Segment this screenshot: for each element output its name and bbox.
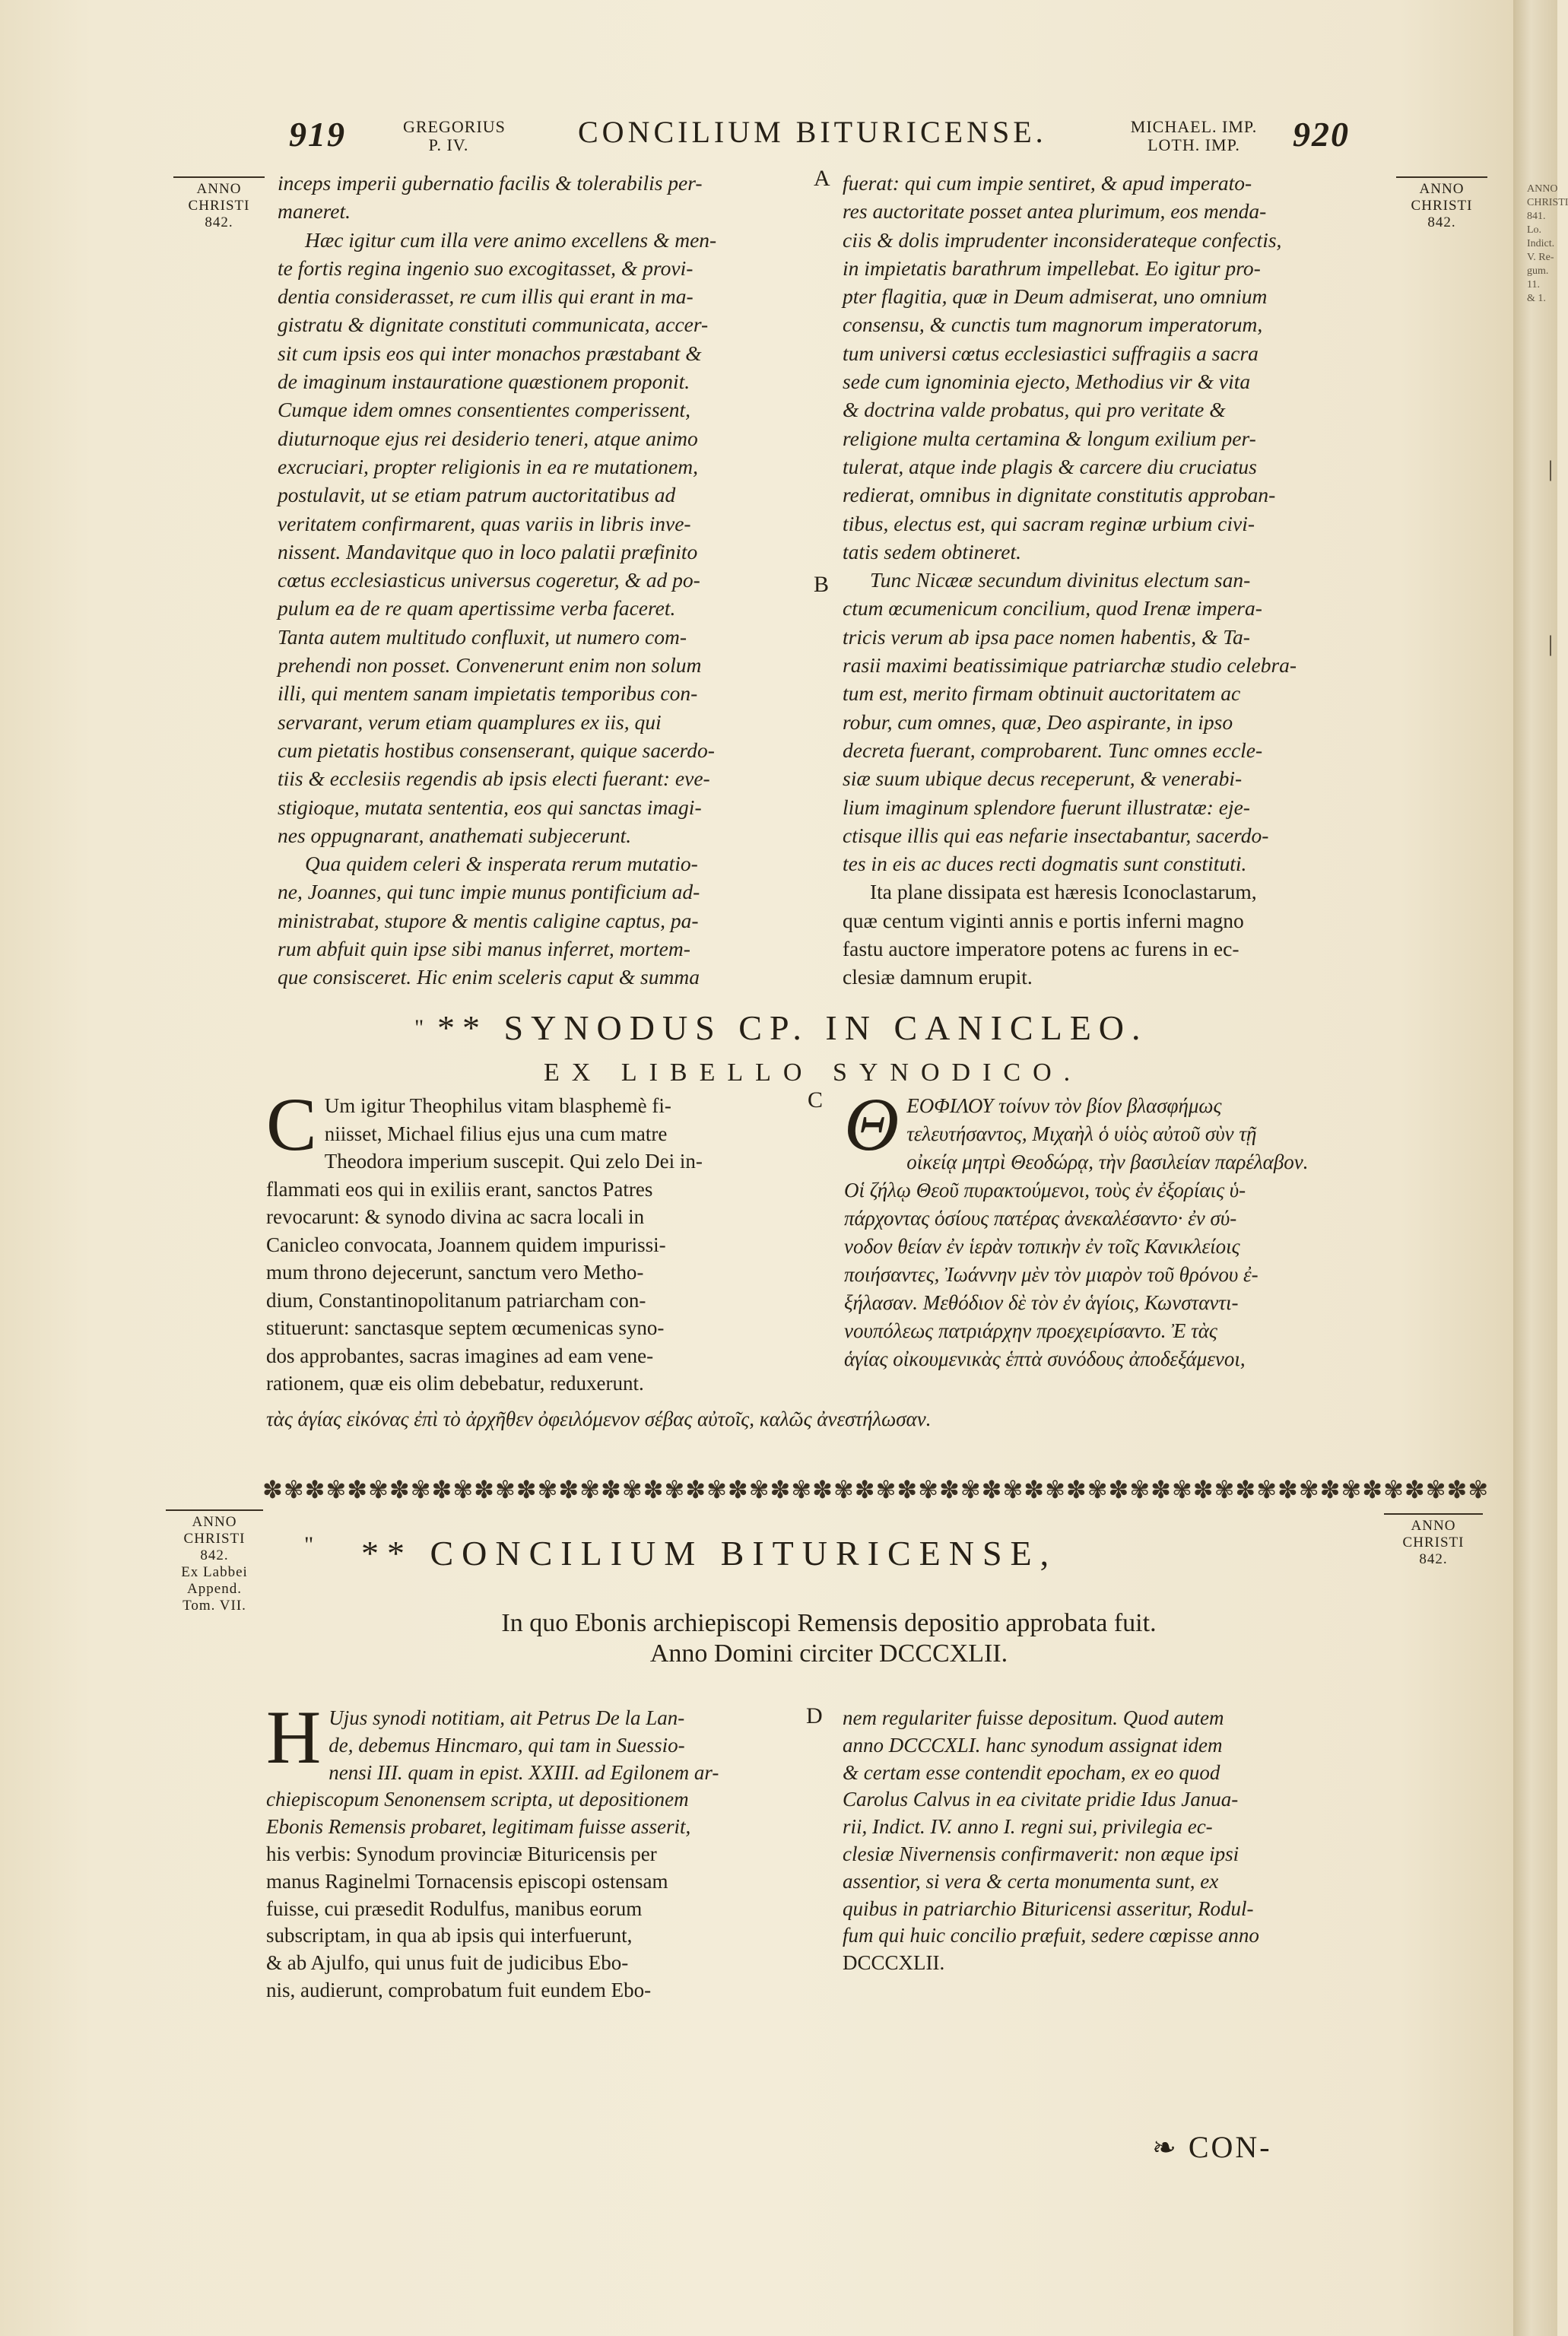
latin-column-left-top: inceps imperii gubernatio facilis & tolerabilis per- maneret. Hæc igitur cum illa vere animo excellens & men- te fortis regina ingenio suo excogitasset, & provi- dentia considerasset, re cum illis qui erant in ma- gistratu & dignitate constituti communicata, accer- sit cum ipsis eos qui inter monachos præstabant & de imaginum instauratione quæstionem proponit. Cumque idem omnes consentientes comperissent, diuturnoque ejus rei desiderio teneri, atque animo excruciari, propter religionis in ea re mutationem, postulavit, ut se etiam patrum auctoritatibus ad veritatem confirmarent, quas variis in libris inve- nissent. Mandavitque quo in loco palatii præfinito cœtus ecclesiasticus universus cogeretur, & ad po- pulum ea de re quam apertissime verba faceret. Tanta autem multitudo confluxit, ut numero com- prehendi non posset. Convenerunt enim non solum illi, qui mentem sanam impietatis temporibus con- servarant, verum etiam quamplures ex iis, qui cum pietatis hostibus consenserant, quique sacerdo- tiis & ecclesiis regendis ab ipsis electi fuerant: eve- stigioque, mutata sententia, eos qui sanctas imagi- nes oppugnarant, anathemati subjecerunt. Qua quidem celeri & insperata rerum mutatio- ne, Joannes, qui tunc impie munus pontificium ad- ministrabat, stupore & mentis caligine captus, pa- rum abfuit quin ipse sibi manus inferret, mortem- que consisceret. Hic enim sceleris caput & summa (278, 171, 717, 989)
next-page-bracket: | (1548, 631, 1554, 656)
concilium-subtitle: In quo Ebonis archiepiscopi Remensis depositio approbata fuit. Anno Domini circiter DCCCXLII. (501, 1609, 1157, 1668)
synodus-latin-column: C Um igitur Theophilus vitam blasphemè fi- niisset, Michael filius ejus una cum matre Theodora imperium suscepit. Qui zelo Dei in- flammati eos qui in exiliis erant, sanctos Patres revocarunt: & synodo divina ac sacra locali in Canicleo convocata, Joannem quidem impurissi- mum throno dejecerunt, sanctum vero Metho- dium, Constantinopolitanum patriarcham con- stituerunt: sanctasque septem œcumenicas syno- dos approbantes, sacras imagines ad eam vene- rationem, quæ eis olim debebatur, reduxerunt. (266, 1082, 703, 1395)
synodus-subtitle: EX LIBELLO SYNODICO. (544, 1058, 1083, 1087)
synodus-greek-final-line: τὰς ἁγίας εἰκόνας ἐπὶ τὸ ἀρχῆθεν ὀφειλόμενον σέβας αὐτοῖς, καλῶς ἀνεστήλωσαν. (266, 1408, 932, 1430)
pope-header: GREGORIUS P. IV. (403, 117, 506, 154)
page-number-left: 919 (289, 115, 346, 154)
concilium-column-left: H Ujus synodi notitiam, ait Petrus De la Lan- de, debemus Hincmaro, qui tam in Suessio- nensi III. quam in epist. XXIII. ad Egilonem ar- chiepiscopum Senonensem scripta, ut depositionem Ebonis Remensis probaret, legitimam fuisse asserit, his verbis: Synodum provinciæ Bituricensis per manus Raginelmi Tornacensis episcopi ostensam fuisse, cui præsedit Rodulfus, manibus eorum subscriptam, in qua ab ipsis qui interfuerunt, & ab Ajulfo, qui unus fuit de judicibus Ebo- nis, audierunt, comprobatum fuit eundem Ebo- (266, 1695, 719, 2001)
margin-year-left-bottom: ANNO CHRISTI 842. Ex Labbei Append. Tom. VII. (166, 1509, 263, 1614)
margin-rule (1384, 1513, 1483, 1515)
margin-rule (173, 176, 265, 178)
drop-cap-h: H (266, 1695, 322, 1779)
synodus-greek-column: Θ ΕΟΦΙΛΟΥ τοίνυν τὸν βίον βλασφήμως τελευτήσαντος, Μιχαὴλ ὁ υἱὸς αὐτοῦ σὺν τῇ οἰκείᾳ μητρὶ Θεοδώρᾳ, τὴν βασιλείαν παρέλαβον. Οἱ ζήλῳ Θεοῦ πυρακτούμενοι, τοὺς ἐν ἐξορίαις ὑ- πάρχοντας ὁσίους πατέρας ἀνεκαλέσαντο· ἐν σύ- νοδον θείαν ἐν ἱερὰν τοπικὴν ἐν τοῖς Κανικλείοις ποιήσαντες, Ἰωάννην μὲν τὸν μιαρὸν τοῦ θρόνου ἐ- ξήλασαν. Μεθόδιον δὲ τὸν ἐν ἁγίοις, Κωνσταντι- νουπόλεως πατριάρχην προεχειρίσαντο. Ἐ τὰς ἁγίας οἰκουμενικὰς ἑπτὰ συνόδους ἀποδεξάμενοι, (844, 1082, 1309, 1370)
concilium-column-right: nem regulariter fuisse depositum. Quod autem anno DCCCXLI. hanc synodum assignat idem & certam esse contendit epocham, ex eo quod Carolus Calvus in ea civitate pridie Idus Janua- rii, Indict. IV. anno I. regni sui, privilegia ec- clesiæ Nivernensis confirmaverit: non æque ipsi assentior, si vera & certa monumenta sunt, ex quibus in patriarchio Bituricensi asseritur, Rodul- fum qui huic concilio præfuit, sedere cœpisse anno DCCCXLII. (843, 1706, 1259, 1975)
drop-cap-theta: Θ (844, 1082, 900, 1166)
next-page-bracket: | (1548, 456, 1554, 481)
page-number-right: 920 (1293, 115, 1350, 154)
running-title: CONCILIUM BITURICENSE. (578, 115, 1047, 149)
margin-year-left-top: ANNO CHRISTI 842. (173, 176, 265, 231)
ornamental-band: ✽✾✽✾✽✾✽✾✽✾✽✾✽✾✽✾✽✾✽✾✽✾✽✾✽✾✽✾✽✾✽✾✽✾✽✾✽✾✽✾✽✾✽✾✽✾✽✾✽✾✽✾✽✾✽✾✽✾ (262, 1476, 1490, 1503)
section-marker-a: A (814, 166, 830, 191)
section-marker-d: D (806, 1703, 823, 1728)
concilium-title: ** CONCILIUM BITURICENSE, (361, 1534, 1058, 1573)
margin-year-right-bottom: ANNO CHRISTI 842. (1384, 1513, 1483, 1568)
editorial-mark: " (304, 1532, 314, 1557)
margin-rule (1396, 176, 1487, 178)
italic-block: fuerat: qui cum impie sentiret, & apud imperato- res auctoritate posset antea plurimum, eos menda- ciis & dolis imprudenter inconsiderateque confectis, in impietatis barathrum impellebat. Eo igitur pro- pter flagitia, quæ in Deum admiserat, uno omnium consensu, & cunctis tum magnorum imperatorum, tum universi cœtus ecclesiastici suffragiis a sacra sede cum ignominia ejecto, Methodius vir & vita & doctrina valde probatus, qui pro veritate & religione multa certamina & longum exilium per- tulerat, atque inde plagis & carcere diu cruciatus redierat, omnibus in dignitate constitutis approban- tibus, electus est, qui sacram reginæ urbium civi- tatis sedem obtineret. Tunc Nicææ secundum divinitus electum san- ctum œcumenicum concilium, quod Irenæ impera- tricis verum ab ipsa pace nomen habentis, & Ta- rasii maximi beatissimique patriarchæ studio celebra- tum est, merito firmam obtinuit auctoritatem ac robur, cum omnes, quæ, Deo aspirante, in ipso decreta fuerant, comprobarent. Tunc omnes eccle- siæ suum ubique decus receperunt, & venerabi- lium imaginum splendore fuerunt illustratæ: eje- ctisque illis qui eas nefarie insectabantur, sacerdo- tes in eis ac duces recti dogmatis sunt constituti. (843, 171, 1297, 876)
synodus-title: ** SYNODUS CP. IN CANICLEO. (437, 1008, 1148, 1047)
drop-cap-c: C (266, 1082, 317, 1166)
margin-year-right-top: ANNO CHRISTI 842. (1396, 176, 1487, 231)
emperor-header: MICHAEL. IMP. LOTH. IMP. (1130, 117, 1258, 154)
catchword: ❧ CON- (1152, 2130, 1272, 2164)
fleuron-icon: ❧ (1152, 2132, 1179, 2164)
section-marker-c: C (808, 1087, 824, 1112)
margin-rule (166, 1509, 263, 1511)
section-marker-b: B (814, 572, 830, 597)
next-page-margin-note: ANNO CHRISTI 841. Lo. Indict. V. Re- gum. 11. & 1. (1527, 183, 1568, 304)
latin-column-right-top: fuerat: qui cum impie sentiret, & apud imperato- res auctoritate posset antea plurimum, eos menda- ciis & dolis imprudenter inconsiderateque confectis, in impietatis barathrum impellebat. Eo igitur pro- pter flagitia, quæ in Deum admiserat, uno omnium consensu, & cunctis tum magnorum imperatorum, tum universi cœtus ecclesiastici suffragiis a sacra sede cum ignominia ejecto, Methodius vir & vita & doctrina valde probatus, qui pro veritate & religione multa certamina & longum exilium per- tulerat, atque inde plagis & carcere diu cruciatus redierat, omnibus in dignitate constitutis approban- tibus, electus est, qui sacram reginæ urbium civi- tatis sedem obtineret. Tunc Nicææ secundum divinitus electum san- ctum œcumenicum concilium, quod Irenæ impera- tricis verum ab ipsa pace nomen habentis, & Ta- rasii maximi beatissimique patriarchæ studio celebra- tum est, merito firmam obtinuit auctoritatem ac robur, cum omnes, quæ, Deo aspirante, in ipso decreta fuerant, comprobarent. Tunc omnes eccle- siæ suum ubique decus receperunt, & venerabi- lium imaginum splendore fuerunt illustratæ: eje- ctisque illis qui eas nefarie insectabantur, sacerdo- tes in eis ac duces recti dogmatis sunt constituti. Ita plane dissipata est hæresis Iconoclastarum, quæ centum viginti annis e portis inferni magno fastu auctore imperatore potens ac furens in ec- clesiæ damnum erupit. (843, 169, 1384, 992)
editorial-mark: " (414, 1015, 424, 1040)
next-page-edge (1513, 0, 1568, 2336)
